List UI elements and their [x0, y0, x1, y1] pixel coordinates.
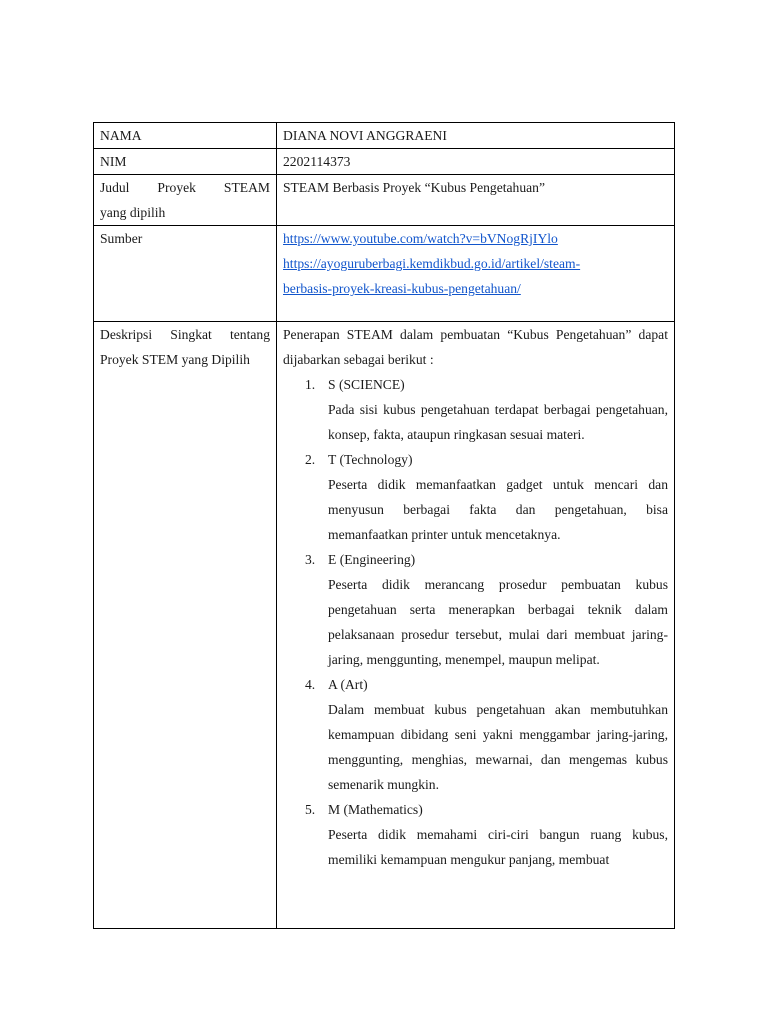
row-deskripsi: [94, 322, 675, 929]
row-nama: [94, 123, 675, 149]
item-text: Dalam membuat kubus pengetahuan akan membutuhkan kemampuan dibidang seni yakni menggambar jaring-jaring, menggunting, menghias, mewarnai, dan mengemas kubus semenarik mungkin.: [328, 702, 668, 792]
item-text: Peserta didik merancang prosedur pembuatan kubus pengetahuan serta menerapkan berbagai teknik dalam pelaksanaan prosedur tersebut, mulai dari membuat jaring-jaring, menggunting, menempel, maupun melipat.: [328, 577, 668, 667]
item-text: Peserta didik memanfaatkan gadget untuk mencari dan menyusun berbagai fakta dan pengetahuan, bisa memanfaatkan printer untuk mencetaknya.: [328, 477, 668, 542]
item-title: T (Technology): [328, 452, 413, 467]
value-judul: STEAM Berbasis Proyek “Kubus Pengetahuan”: [277, 175, 675, 226]
steam-item-engineering: [283, 547, 668, 672]
steam-item-technology: [283, 447, 668, 547]
item-text: Peserta didik memahami ciri-ciri bangun ruang kubus, memiliki kemampuan mengukur panjang, membuat: [328, 827, 668, 867]
label-nama: NAMA: [94, 123, 277, 149]
item-number: 4.: [305, 677, 316, 692]
label-judul: [94, 175, 277, 226]
item-text: Pada sisi kubus pengetahuan terdapat berbagai pengetahuan, konsep, fakta, ataupun ringkasan sesuai materi.: [328, 402, 668, 442]
identity-table: [93, 122, 675, 929]
steam-item-mathematics: [283, 797, 668, 872]
label-deskripsi: [94, 322, 277, 929]
label-judul-line1: Judul Proyek STEAM: [100, 180, 270, 195]
item-title: M (Mathematics): [328, 802, 423, 817]
row-judul: [94, 175, 675, 226]
item-title: S (SCIENCE): [328, 377, 405, 392]
item-title: E (Engineering): [328, 552, 416, 567]
steam-item-art: [283, 672, 668, 797]
row-nim: [94, 149, 675, 175]
value-nama: DIANA NOVI ANGGRAENI: [277, 123, 675, 149]
value-sumber: [277, 226, 675, 322]
source-link-ayoguru-line1[interactable]: https://ayoguruberbagi.kemdikbud.go.id/artikel/steam-: [283, 256, 581, 271]
source-link-youtube[interactable]: https://www.youtube.com/watch?v=bVNogRjIYlo: [283, 231, 558, 246]
label-judul-line2: yang dipilih: [100, 205, 166, 220]
value-deskripsi: [277, 322, 675, 929]
label-sumber: Sumber: [94, 226, 277, 322]
value-nim: 2202114373: [277, 149, 675, 175]
item-number: 3.: [305, 552, 316, 567]
row-sumber: [94, 226, 675, 322]
label-nim: NIM: [94, 149, 277, 175]
item-number: 2.: [305, 452, 316, 467]
steam-list: [283, 372, 668, 872]
item-number: 1.: [305, 377, 316, 392]
label-deskripsi-line1: Deskripsi Singkat tentang: [100, 327, 270, 342]
item-title: A (Art): [328, 677, 368, 692]
label-deskripsi-line2: Proyek STEM yang Dipilih: [100, 352, 250, 367]
deskripsi-intro: Penerapan STEAM dalam pembuatan “Kubus Pengetahuan” dapat dijabarkan sebagai berikut :: [283, 327, 668, 367]
item-number: 5.: [305, 802, 316, 817]
steam-item-science: [283, 372, 668, 447]
source-link-ayoguru-line2[interactable]: berbasis-proyek-kreasi-kubus-pengetahuan/: [283, 281, 521, 296]
